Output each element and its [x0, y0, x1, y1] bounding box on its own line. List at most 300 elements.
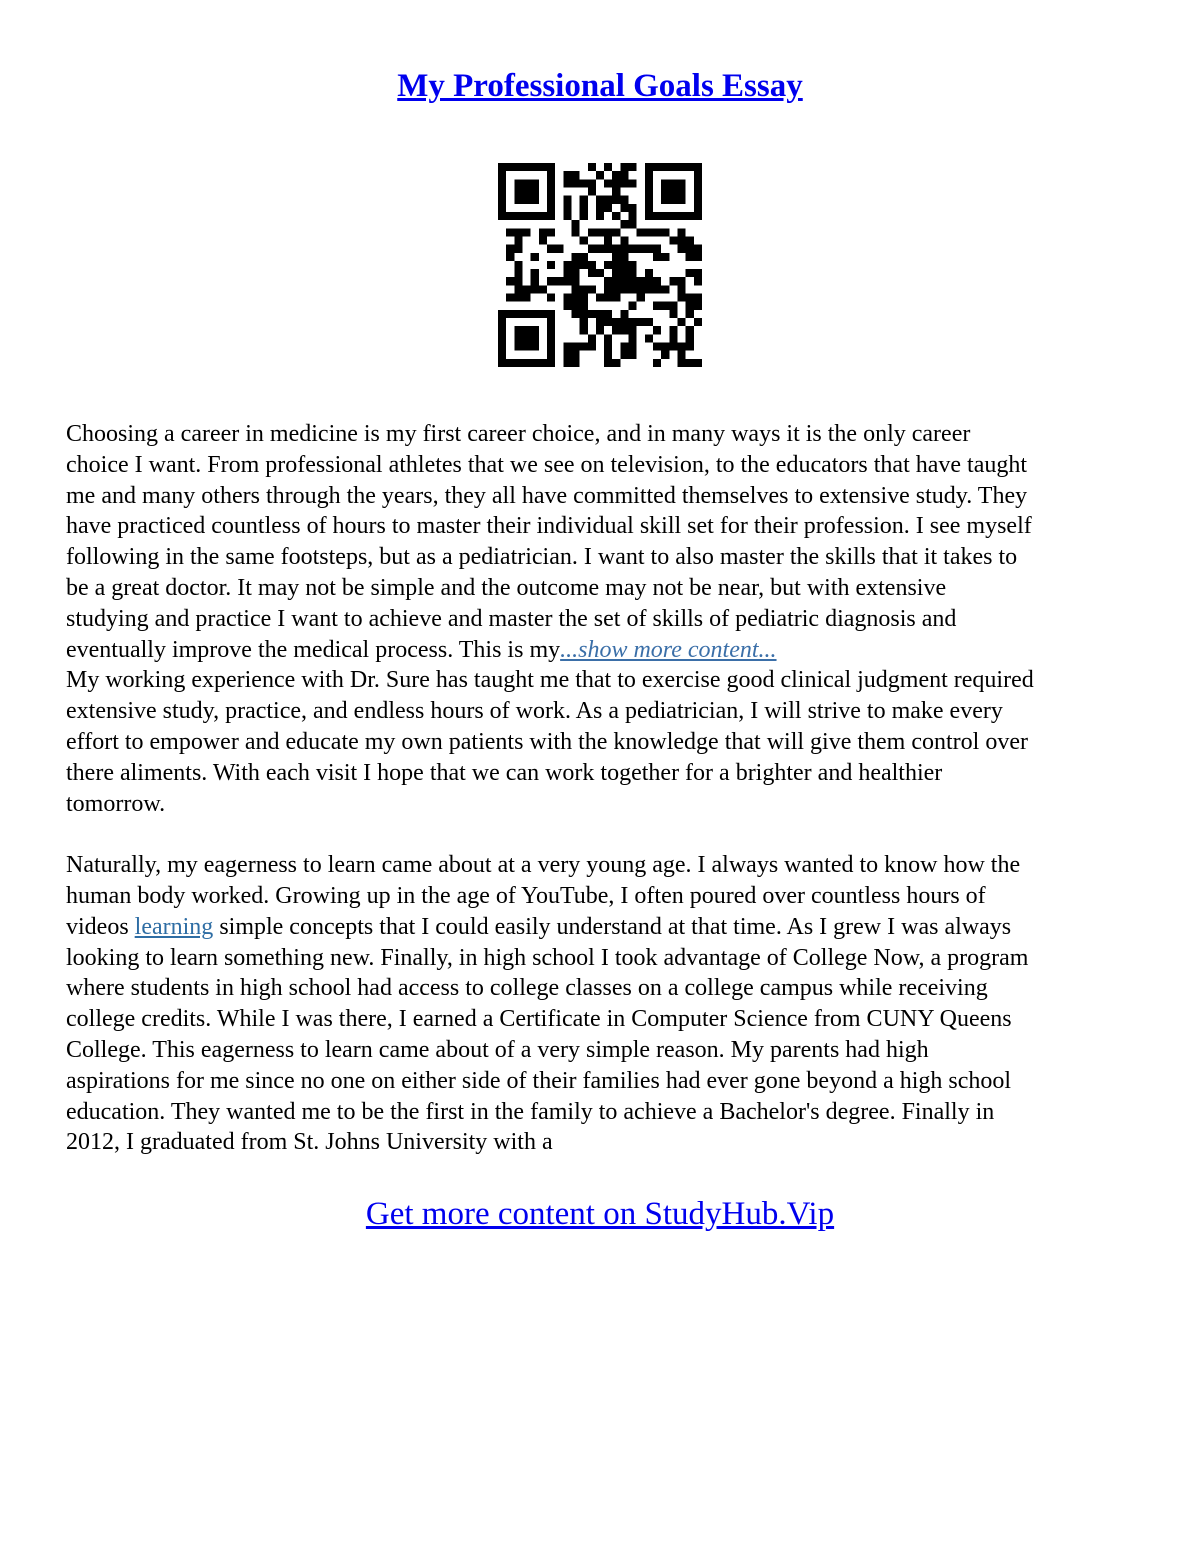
qr-module [620, 245, 628, 253]
qr-module [629, 220, 637, 228]
qr-module [498, 310, 506, 318]
qr-module [669, 310, 677, 318]
qr-module [604, 204, 612, 212]
qr-module [620, 269, 628, 277]
paragraph-1 [66, 419, 1138, 665]
qr-module [686, 334, 694, 342]
qr-module [571, 228, 579, 236]
qr-module [547, 261, 555, 269]
qr-module [694, 277, 702, 285]
qr-module [645, 334, 653, 342]
qr-module [547, 163, 555, 171]
qr-module [547, 343, 555, 351]
qr-module [678, 359, 686, 367]
qr-module [661, 351, 669, 359]
qr-module [571, 269, 579, 277]
qr-module [694, 204, 702, 212]
qr-module [620, 351, 628, 359]
qr-module [645, 171, 653, 179]
qr-module [612, 228, 620, 236]
text-segment: videos [66, 913, 135, 940]
qr-module [580, 285, 588, 293]
qr-module [612, 196, 620, 204]
qr-module [661, 196, 669, 204]
qr-module [661, 253, 669, 261]
qr-module [686, 310, 694, 318]
qr-module [694, 212, 702, 220]
qr-module [694, 171, 702, 179]
qr-module [522, 196, 530, 204]
qr-module [588, 245, 596, 253]
qr-module [539, 212, 547, 220]
qr-module [588, 228, 596, 236]
qr-module [694, 196, 702, 204]
qr-module [522, 359, 530, 367]
qr-module [547, 277, 555, 285]
qr-module [498, 343, 506, 351]
qr-module [661, 163, 669, 171]
qr-module [596, 204, 604, 212]
qr-module [588, 269, 596, 277]
qr-module [522, 179, 530, 187]
qr-module [531, 163, 539, 171]
qr-module [612, 212, 620, 220]
qr-module [669, 187, 677, 195]
qr-module [547, 318, 555, 326]
qr-module [547, 228, 555, 236]
qr-module [514, 187, 522, 195]
qr-module [604, 179, 612, 187]
qr-module [506, 310, 514, 318]
qr-module [694, 359, 702, 367]
qr-module [629, 163, 637, 171]
qr-module [653, 285, 661, 293]
qr-module [645, 179, 653, 187]
qr-module [596, 318, 604, 326]
qr-module [547, 359, 555, 367]
qr-module [678, 212, 686, 220]
qr-module [522, 310, 530, 318]
qr-module [580, 261, 588, 269]
qr-module [596, 245, 604, 253]
qr-module [645, 212, 653, 220]
qr-module [645, 269, 653, 277]
qr-module [588, 285, 596, 293]
qr-module [686, 163, 694, 171]
qr-module [563, 204, 571, 212]
studyhub-link[interactable]: Get more content on StudyHub.Vip [365, 1196, 835, 1232]
qr-module [694, 269, 702, 277]
qr-module [531, 179, 539, 187]
qr-module [604, 236, 612, 244]
title-link[interactable]: My Professional Goals Essay [397, 68, 803, 104]
qr-module [514, 294, 522, 302]
qr-module [620, 253, 628, 261]
qr-module [612, 245, 620, 253]
qr-module [580, 196, 588, 204]
qr-module [596, 326, 604, 334]
qr-module [514, 277, 522, 285]
qr-module [653, 343, 661, 351]
qr-module [506, 228, 514, 236]
qr-module [645, 196, 653, 204]
qr-module [531, 196, 539, 204]
qr-module [506, 359, 514, 367]
qr-module [669, 343, 677, 351]
text-line: 2012, I graduated from St. Johns University with a [66, 1129, 553, 1156]
qr-module [555, 245, 563, 253]
qr-module [629, 334, 637, 342]
qr-module [604, 294, 612, 302]
qr-module [498, 171, 506, 179]
qr-module [596, 228, 604, 236]
qr-module [596, 310, 604, 318]
qr-module [645, 318, 653, 326]
qr-module [563, 359, 571, 367]
qr-module [620, 163, 628, 171]
text-line: me and many others through the years, they all have committed themselves to extensive study. They [66, 482, 1028, 509]
qr-module [686, 302, 694, 310]
qr-module [571, 302, 579, 310]
text-line: aspirations for me since no one on either side of their families had ever gone beyond a high school [66, 1067, 1012, 1094]
qr-module [653, 228, 661, 236]
qr-module [588, 261, 596, 269]
qr-module [580, 179, 588, 187]
qr-module [547, 334, 555, 342]
qr-module [547, 204, 555, 212]
qr-module [514, 179, 522, 187]
qr-module [620, 196, 628, 204]
text-segment: eventually improve the medical process. This is my [66, 636, 561, 663]
qr-module [531, 269, 539, 277]
qr-module [620, 204, 628, 212]
qr-module [588, 187, 596, 195]
text-line: Choosing a career in medicine is my first career choice, and in many ways it is the only career [66, 421, 971, 447]
text-line: extensive study, practice, and endless hours of work. As a pediatrician, I will strive to make every [66, 698, 1003, 725]
qr-module [531, 359, 539, 367]
qr-module [612, 294, 620, 302]
footer [0, 1192, 1200, 1236]
qr-module [498, 163, 506, 171]
qr-module [604, 285, 612, 293]
qr-module [694, 163, 702, 171]
qr-module [620, 343, 628, 351]
qr-module [653, 326, 661, 334]
qr-module [629, 269, 637, 277]
qr-module [686, 253, 694, 261]
qr-module [669, 334, 677, 342]
qr-module [694, 318, 702, 326]
qr-module [514, 334, 522, 342]
qr-module [629, 318, 637, 326]
text-segment: simple concepts that I could easily understand at that time. As I grew I was always [213, 913, 1012, 940]
qr-module [669, 236, 677, 244]
qr-module [596, 212, 604, 220]
qr-module [645, 163, 653, 171]
qr-module [571, 359, 579, 367]
qr-module [645, 277, 653, 285]
qr-module [498, 318, 506, 326]
qr-module [661, 285, 669, 293]
qr-module [506, 294, 514, 302]
qr-module [620, 285, 628, 293]
qr-module [686, 359, 694, 367]
text-line: where students in high school had access to college classes on a college campus while receiving [66, 975, 988, 1002]
qr-module [686, 269, 694, 277]
qr-module [571, 277, 579, 285]
qr-module [539, 285, 547, 293]
qr-module [506, 245, 514, 253]
qr-module [571, 253, 579, 261]
qr-module [604, 277, 612, 285]
paragraph-spacer [66, 819, 1138, 850]
qr-module [588, 343, 596, 351]
qr-module [563, 179, 571, 187]
qr-module [620, 277, 628, 285]
qr-module [678, 236, 686, 244]
qr-module [629, 212, 637, 220]
qr-module [669, 326, 677, 334]
qr-module [678, 351, 686, 359]
qr-module [620, 318, 628, 326]
qr-module [596, 269, 604, 277]
qr-module [514, 196, 522, 204]
qr-module [637, 245, 645, 253]
learning-link[interactable]: learning [134, 913, 214, 940]
qr-module [547, 326, 555, 334]
qr-module [514, 343, 522, 351]
text-line: College. This eagerness to learn came about of a very simple reason. My parents had high [66, 1036, 929, 1063]
qr-module [629, 261, 637, 269]
qr-code-icon [498, 163, 702, 367]
qr-module [514, 261, 522, 269]
qr-module [612, 171, 620, 179]
qr-module [629, 326, 637, 334]
qr-module [678, 318, 686, 326]
text-line: tomorrow. [66, 790, 166, 817]
qr-module [539, 310, 547, 318]
text-line: human body worked. Growing up in the age of YouTube, I often poured over countless hours of [66, 882, 986, 909]
qr-module [531, 212, 539, 220]
qr-module [539, 236, 547, 244]
qr-module [694, 253, 702, 261]
qr-module [514, 212, 522, 220]
qr-module [571, 294, 579, 302]
qr-module [620, 326, 628, 334]
qr-module [522, 326, 530, 334]
qr-module [612, 277, 620, 285]
qr-module [653, 245, 661, 253]
qr-module [645, 245, 653, 253]
qr-module [620, 179, 628, 187]
qr-module [580, 310, 588, 318]
qr-module [522, 187, 530, 195]
qr-module [678, 163, 686, 171]
qr-module [686, 294, 694, 302]
qr-module [563, 212, 571, 220]
qr-module [498, 326, 506, 334]
qr-module [686, 326, 694, 334]
qr-module [637, 318, 645, 326]
qr-module [653, 253, 661, 261]
qr-module [580, 294, 588, 302]
qr-module [522, 228, 530, 236]
qr-module [531, 326, 539, 334]
qr-module [522, 343, 530, 351]
qr-module [694, 187, 702, 195]
text-line: Naturally, my eagerness to learn came about at a very young age. I always wanted to know how the [66, 852, 1021, 879]
qr-module [620, 236, 628, 244]
qr-module [571, 171, 579, 179]
qr-module [612, 269, 620, 277]
qr-module [629, 302, 637, 310]
qr-module [498, 179, 506, 187]
qr-module [514, 310, 522, 318]
qr-module [629, 351, 637, 359]
qr-module [580, 236, 588, 244]
qr-module [539, 228, 547, 236]
qr-module [588, 179, 596, 187]
qr-module [653, 163, 661, 171]
qr-module [539, 163, 547, 171]
qr-module [694, 179, 702, 187]
qr-module [620, 310, 628, 318]
qr-module [531, 277, 539, 285]
qr-module [653, 277, 661, 285]
qr-module [669, 163, 677, 171]
qr-module [694, 294, 702, 302]
qr-module [629, 285, 637, 293]
qr-module [637, 277, 645, 285]
qr-module [629, 204, 637, 212]
qr-module [686, 245, 694, 253]
qr-module [596, 294, 604, 302]
qr-module [694, 302, 702, 310]
qr-module [547, 294, 555, 302]
qr-module [661, 179, 669, 187]
qr-module [506, 212, 514, 220]
qr-module [645, 204, 653, 212]
qr-module [629, 343, 637, 351]
qr-module [580, 302, 588, 310]
text-line: college credits. While I was there, I earned a Certificate in Computer Science from CUNY Queens [66, 1006, 1012, 1033]
qr-module [571, 261, 579, 269]
qr-module [522, 294, 530, 302]
qr-module [563, 294, 571, 302]
qr-module [678, 245, 686, 253]
qr-module [588, 334, 596, 342]
qr-module [678, 179, 686, 187]
qr-module [531, 334, 539, 342]
qr-module [531, 343, 539, 351]
qr-module [604, 245, 612, 253]
qr-module [620, 220, 628, 228]
qr-module [547, 310, 555, 318]
qr-module [514, 285, 522, 293]
qr-module [514, 245, 522, 253]
show-more-link[interactable]: ...show more content... [560, 636, 777, 663]
text-line: looking to learn something new. Finally, in high school I took advantage of College Now, a program [66, 944, 1029, 971]
qr-module [661, 343, 669, 351]
qr-module [620, 171, 628, 179]
qr-module [661, 228, 669, 236]
qr-module [604, 318, 612, 326]
qr-module [563, 302, 571, 310]
text-line: studying and practice I want to achieve and master the set of skills of pediatric diagnosis and [66, 605, 957, 632]
qr-module [629, 179, 637, 187]
qr-module [506, 277, 514, 285]
qr-module [612, 261, 620, 269]
qr-module [637, 228, 645, 236]
qr-module [522, 285, 530, 293]
qr-module [612, 179, 620, 187]
page-title [0, 64, 1200, 108]
qr-module [596, 196, 604, 204]
qr-module [653, 302, 661, 310]
text-line: choice I want. From professional athletes that we see on television, to the educators that have taught [66, 451, 1028, 478]
qr-module [645, 228, 653, 236]
qr-module [547, 196, 555, 204]
paragraph-2 [66, 665, 1138, 819]
qr-module [547, 351, 555, 359]
qr-module [563, 343, 571, 351]
qr-module [571, 179, 579, 187]
qr-module [571, 351, 579, 359]
qr-module [522, 334, 530, 342]
qr-module [580, 253, 588, 261]
essay-body [66, 419, 1138, 1158]
qr-module [506, 163, 514, 171]
qr-module [629, 245, 637, 253]
qr-module [612, 187, 620, 195]
qr-module [547, 171, 555, 179]
qr-module [563, 351, 571, 359]
qr-module [531, 187, 539, 195]
qr-module [498, 204, 506, 212]
qr-module [637, 294, 645, 302]
qr-module [612, 359, 620, 367]
qr-module [669, 179, 677, 187]
qr-module [661, 302, 669, 310]
qr-module [514, 163, 522, 171]
qr-module [604, 310, 612, 318]
qr-module [571, 285, 579, 293]
qr-module [522, 163, 530, 171]
qr-module [580, 204, 588, 212]
qr-module [514, 228, 522, 236]
qr-module [669, 302, 677, 310]
qr-module [498, 351, 506, 359]
qr-module [563, 269, 571, 277]
qr-module [547, 179, 555, 187]
qr-module [498, 196, 506, 204]
qr-module [604, 334, 612, 342]
qr-module [678, 277, 686, 285]
qr-module [531, 285, 539, 293]
qr-module [514, 359, 522, 367]
qr-module [686, 236, 694, 244]
text-line: effort to empower and educate my own patients with the knowledge that will give them control over [66, 728, 1028, 755]
qr-module [612, 318, 620, 326]
qr-module [498, 187, 506, 195]
qr-module [612, 285, 620, 293]
qr-module [678, 196, 686, 204]
qr-module [547, 212, 555, 220]
qr-module [694, 245, 702, 253]
qr-module [661, 187, 669, 195]
qr-module [678, 187, 686, 195]
text-line: there aliments. With each visit I hope that we can work together for a brighter and healthier [66, 759, 943, 786]
